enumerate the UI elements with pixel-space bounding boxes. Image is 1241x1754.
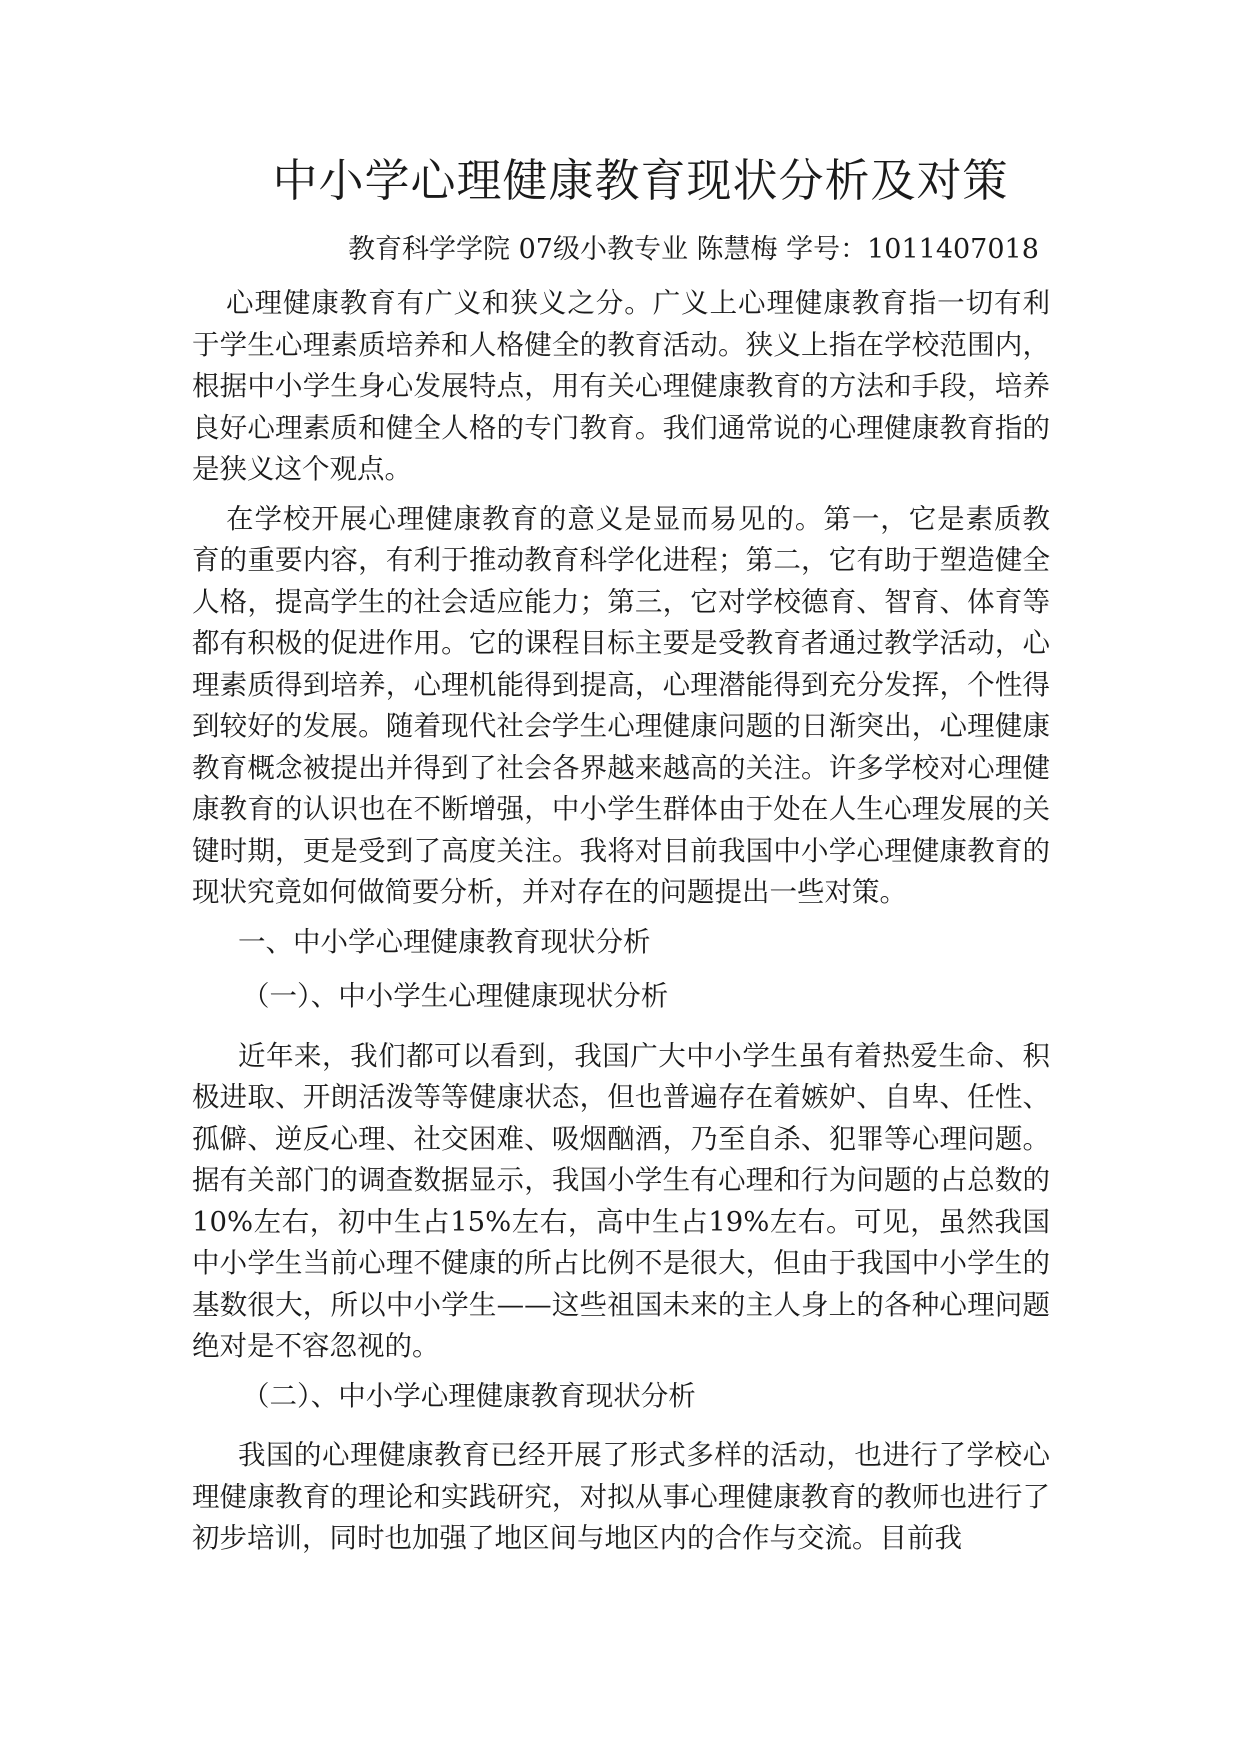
document-body bbox=[192, 283, 1050, 1568]
subsection-heading-2: （二）、中小学心理健康教育现状分析 bbox=[242, 1379, 696, 1412]
intro-paragraph-1: 心理健康教育有广义和狭义之分。广义上心理健康教育指一切有利于学生心理素质培养和人格健全的教育活动。狭义上指在学校范围内，根据中小学生身心发展特点，用有关心理健康教育的方法和手段，培养良好心理素质和健全人格的专门教育。我们通常说的心理健康教育指的是狭义这个观点。 bbox=[192, 287, 1050, 485]
intro-paragraph-2: 在学校开展心理健康教育的意义是显而易见的。第一，它是素质教育的重要内容，有利于推动教育科学化进程；第二，它有助于塑造健全人格，提高学生的社会适应能力；第三，它对学校德育、智育、体育等都有积极的促进作用。它的课程目标主要是受教育者通过教学活动，心理素质得到培养，心理机能得到提高，心理潜能得到充分发挥，个性得到较好的发展。随着现代社会学生心理健康问题的日渐突出，心理健康教育概念被提出并得到了社会各界越来越高的关注。许多学校对心理健康教育的认识也在不断增强，中小学生群体由于处在人生心理发展的关键时期，更是受到了高度关注。我将对目前我国中小学心理健康教育的现状究竟如何做简要分析，并对存在的问题提出一些对策。 bbox=[192, 502, 1050, 908]
subsection-heading-1: （一）、中小学生心理健康现状分析 bbox=[242, 980, 669, 1012]
section-heading-1: 一、中小学心理健康教育现状分析 bbox=[238, 925, 651, 958]
document-title: 中小学心理健康教育现状分析及对策 bbox=[272, 154, 1009, 207]
subsection-paragraph-1: 近年来，我们都可以看到，我国广大中小学生虽有着热爱生命、积极进取、开朗活泼等等健康状态，但也普遍存在着嫉妒、自卑、任性、孤僻、逆反心理、社交困难、吸烟酗酒，乃至自杀、犯罪等心理问题。据有关部门的调查数据显示，我国小学生有心理和行为问题的占总数的10%左右，初中生占15%左右，高中生占19%左右。可见，虽然我国中小学生当前心理不健康的所占比例不是很大，但由于我国中小学生的基数很大，所以中小学生——这些祖国未来的主人身上的各种心理问题绝对是不容忽视的。 bbox=[192, 1039, 1050, 1362]
author-line: 教育科学学院 07级小教专业 陈慧梅 学号：1011407018 bbox=[348, 234, 1039, 265]
subsection-paragraph-2: 我国的心理健康教育已经开展了形式多样的活动，也进行了学校心理健康教育的理论和实践研究，对拟从事心理健康教育的教师也进行了初步培训，同时也加强了地区间与地区内的合作与交流。目前我 bbox=[192, 1439, 1050, 1554]
